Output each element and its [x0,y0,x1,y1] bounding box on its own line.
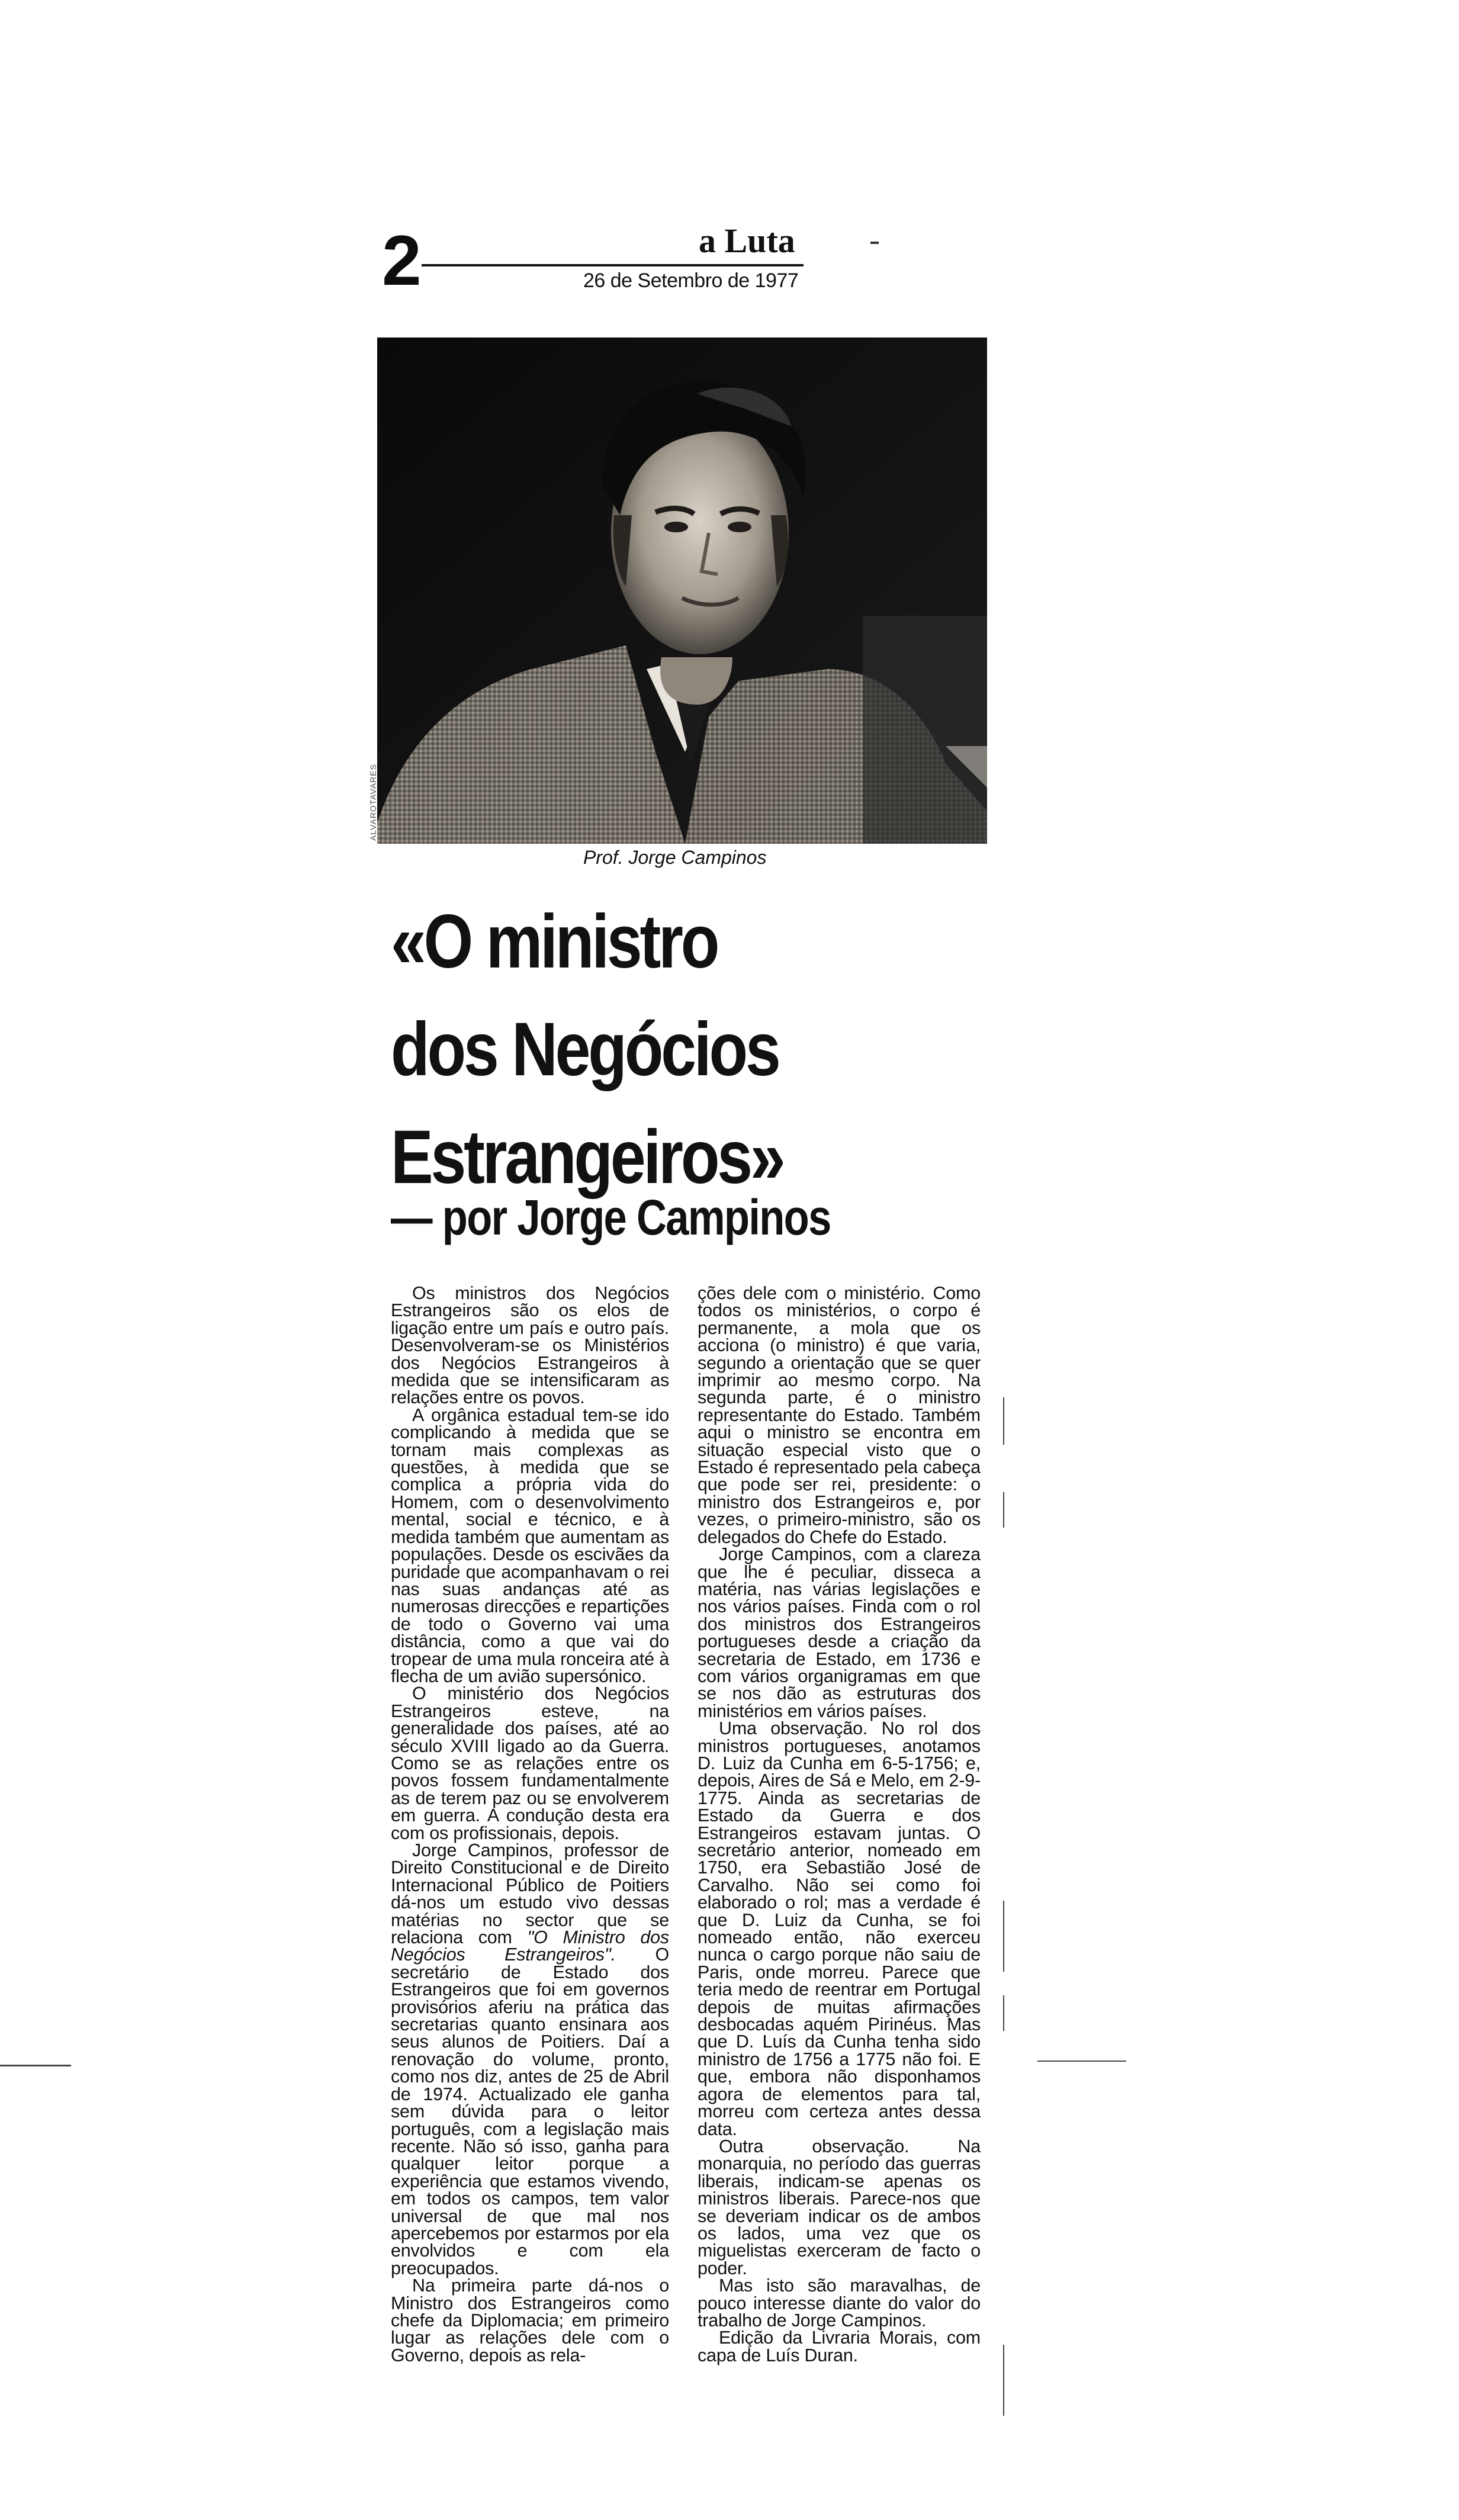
header-rule [422,264,804,266]
paragraph: Mas isto são maravalhas, de pouco interesse diante do valor do trabalho de Jorge Campinos. [698,2275,981,2331]
paragraph: Jorge Campinos, com a clareza que lhe é peculiar, disseca a matéria, nas várias legislações e nos vários países. Finda com o rol dos ministros dos Estrangeiros portugueses desde a criação da secretaria de Estado, em 1736 e com vários organigramas em que se nos dão as estruturas dos ministérios em vários países. [698,1544,981,1721]
article-headline [391,888,938,1211]
page-number: 2 [382,221,422,300]
paragraph: Na primeira parte dá-nos o Ministro dos Estrangeiros como chefe da Diplomacia; em primeiro lugar as relações dele com o Governo, depois as rela- [391,2275,669,2365]
paragraph: Os ministros dos Negócios Estrangeiros são os elos de ligação entre um país e outro país. Desenvolveram-se os Ministérios dos Negócios Estrangeiros à medida que se intensificaram as relações entre os povos. [391,1283,669,1408]
issue-date: 26 de Setembro de 1977 [583,269,799,292]
photo-credit: ALVAROTAVARES [368,764,378,841]
paragraph: ções dele com o ministério. Como todos os ministérios, o corpo é permanente, a mola que os acciona (o ministro) é que varia, segundo a orientação que se quer imprimir ao mesmo corpo. Na segunda parte, é o ministro representante do Estado. Também aqui o ministro se encontra em situação especial visto que o Estado é representado pela cabeça que pode ser rei, presidente: o ministro dos Estrangeiros e, por vezes, o primeiro-ministro, são os delegados do Chefe do Estado. [698,1283,981,1547]
paragraph: Edição da Livraria Morais, com capa de Luís Duran. [698,2328,981,2365]
paragraph: O ministério dos Negócios Estrangeiros esteve, na generalidade dos países, até ao século XVIII ligado ao da Guerra. Como se as relações entre os povos fossem fundamentalmente as de terem paz ou se envolverem em guerra. A condução desta era com os profissionais, depois. [391,1683,669,1843]
margin-rule [1003,1901,1004,1972]
paragraph [391,1842,669,2277]
photo-caption: Prof. Jorge Campinos [583,847,767,868]
headline-line-1: «O ministro [391,899,718,984]
print-speck [870,242,879,244]
article-column-right [698,1285,981,2364]
book-title: "O Ministro dos Negócios Estrangeiros". [391,1927,669,1965]
scan-mark-left [0,2065,71,2066]
article-column-left [391,1285,669,2364]
margin-rule [1003,1492,1004,1528]
author-portrait-image [377,338,987,844]
paragraph-text: Jorge Campinos, professor de Direito Constitucional e de Direito Internacional Público de Poitiers dá-nos um estudo vivo dessas matérias no sector que se relaciona com [391,1840,669,1948]
newspaper-masthead: a Luta [699,221,795,260]
paragraph-text: O secretário de Estado dos Estrangeiros que foi em governos provisórios aferiu na prática das secretarias quanto ensinara aos seus alunos de Poitiers. Daí a renovação do volume, pronto, como nos diz, antes de 25 de Abril de 1974. Actualizado ele ganha sem dúvida para o leitor português, com a legislação mais recente. Não só isso, ganha para qualquer leitor porque a experiência que estamos vivendo, em todos os campos, tem valor universal de que mal nos apercebemos por estarmos por ela envolvidos e com ela preocupados. [391,1944,669,2278]
headline-line-2: dos Negócios [391,1007,779,1092]
scan-mark-right [1037,2061,1126,2062]
article-byline: — por Jorge Campinos [391,1190,831,1245]
margin-rule [1003,1397,1004,1445]
headline-line-3: Estrangeiros» [391,1115,783,1200]
paragraph: Outra observação. Na monarquia, no período das guerras liberais, indicam-se apenas os ministros liberais. Parece-nos que se deveriam indicar os de ambos os lados, uma vez que os miguelistas exerceram de facto o poder. [698,2136,981,2278]
author-photo [377,338,987,844]
margin-rule [1003,1995,1004,2031]
margin-rule [1003,2345,1004,2416]
paragraph: Uma observação. No rol dos ministros portugueses, anotamos D. Luiz da Cunha em 6-5-1756; e, depois, Aires de Sá e Melo, em 2-9-1775. Ainda as secretarias de Estado da Guerra e dos Estrangeiros estavam juntas. O secretário anterior, nomeado em 1750, era Sebastião José de Carvalho. Não sei como foi elaborado o rol; mas a verdade é que D. Luiz da Cunha, se foi nomeado então, não exerceu nunca o cargo porque não saiu de Paris, onde morreu. Parece que teria medo de reentrar em Portugal depois de muitas afirmações desbocadas aquém Pirinéus. Mas que D. Luís da Cunha tenha sido ministro de 1756 a 1775 não foi. E que, embora não disponhamos agora de elementos para tal, morreu com certeza antes dessa data. [698,1718,981,2139]
paragraph: A orgânica estadual tem-se ido complicando à medida que se tornam mais complexas as questões, à medida que se complica a própria vida do Homem, com o desenvolvimento mental, social e técnico, e à medida também que aumentam as populações. Desde os escivães da puridade que acompanhavam o rei nas suas andanças até as numerosas direcções e repartições de todo o Governo vai uma distância, como a que vai do tropear de uma mula ronceira até à flecha de um avião supersónico. [391,1404,669,1686]
